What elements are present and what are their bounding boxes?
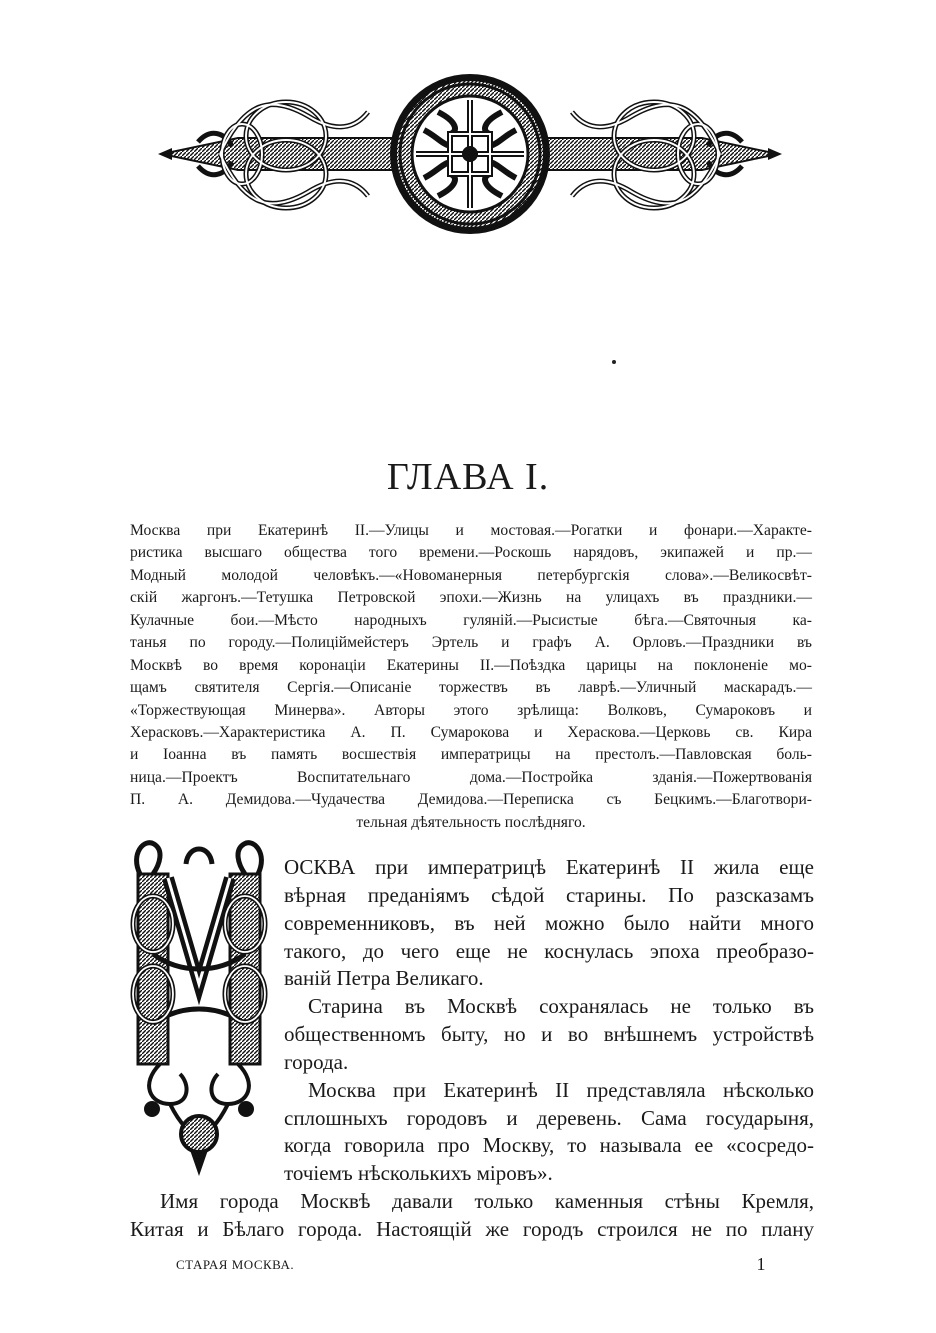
body-line: общественномъ быту, но и во внѣшнемъ устройствѣ: [284, 1022, 814, 1047]
body-line: ОСКВА при императрицѣ Екатеринѣ II жила еще: [284, 855, 814, 879]
body-line: когда говорила про Москву, то называла ее «сосредо-: [284, 1133, 814, 1158]
body-line: Китая и Бѣлаго города. Настоящій же городъ строился не по плану: [130, 1216, 814, 1241]
summary-line: П. А. Демидова.—Чудачества Демидова.—Переписка съ Бецкимъ.—Благотвори-: [130, 791, 812, 809]
summary-line: танья по городу.—Полиціймейстеръ Эртель и графъ А. Орловъ.—Праздники въ: [130, 634, 812, 652]
summary-line: и Іоанна въ память восшествія императрицы на престолъ.—Павловская боль-: [130, 746, 812, 764]
summary-line: «Торжествующая Минерва». Авторы этого зрѣлища: Волковъ, Сумароковъ и: [130, 701, 812, 719]
summary-line: ристика высшаго общества того времени.—Роскошь нарядовъ, экипажей и пр.—: [130, 544, 812, 562]
summary-line: ница.—Проектъ Воспитательнаго дома.—Постройка зданія.—Пожертвованія: [130, 768, 812, 786]
body-line: сплошныхъ городовъ и деревень. Сама государыня,: [284, 1105, 814, 1130]
body-line: Москва при Екатеринѣ II представляла нѣсколько: [308, 1077, 814, 1102]
body-line: точіемъ нѣсколькихъ міровъ».: [284, 1161, 553, 1186]
headpiece-ornament: [158, 72, 782, 236]
print-speck: [612, 360, 616, 364]
chapter-title: ГЛАВА I.: [386, 456, 550, 498]
body-line: вѣрная преданіямъ сѣдой старины. По разсказамъ: [284, 882, 814, 907]
summary-line: щамъ святителя Сергія.—Описаніе торжествъ въ лаврѣ.—Уличный маскарадъ.—: [130, 679, 812, 697]
summary-line: Москвѣ во время коронаціи Екатерины II.—Поѣздка царицы на поклоненіе мо-: [130, 656, 812, 674]
body-line: ваній Петра Великаго.: [284, 966, 484, 991]
summary-line: Кулачные бои.—Мѣсто народныхъ гуляній.—Рысистые бѣга.—Святочныя ка-: [130, 611, 812, 629]
page-number: 1: [756, 1254, 766, 1274]
body-line: современниковъ, въ ней можно было найти много: [284, 910, 814, 935]
body-line: такого, до чего еще не коснулась эпоха преобразо-: [284, 938, 814, 963]
chapter-summary: [130, 520, 812, 834]
summary-line: Херасковъ.—Характеристика А. П. Сумарокова и Хераскова.—Церковь св. Кира: [130, 723, 812, 741]
summary-line: тельная дѣятельность послѣдняго.: [356, 813, 586, 831]
summary-line: скій жаргонъ.—Тетушка Петровской эпохи.—Жизнь на улицахъ въ праздники.—: [130, 589, 812, 607]
body-line: города.: [284, 1049, 349, 1074]
body-text: [130, 854, 814, 1244]
running-footer: [176, 1254, 766, 1274]
interlace-ornament-icon: [158, 72, 782, 236]
body-line: Имя города Москвѣ давали только каменныя стѣны Кремля,: [160, 1189, 814, 1214]
running-title: СТАРАЯ МОСКВА.: [176, 1257, 295, 1272]
summary-line: Москва при Екатеринѣ II.—Улицы и мостовая.—Рогатки и фонари.—Характе-: [130, 522, 812, 539]
summary-line: Модный молодой человѣкъ.—«Новоманерныя петербургскія слова».—Великосвѣт-: [130, 566, 812, 584]
body-line: Старина въ Москвѣ сохранялась не только въ: [308, 994, 814, 1019]
